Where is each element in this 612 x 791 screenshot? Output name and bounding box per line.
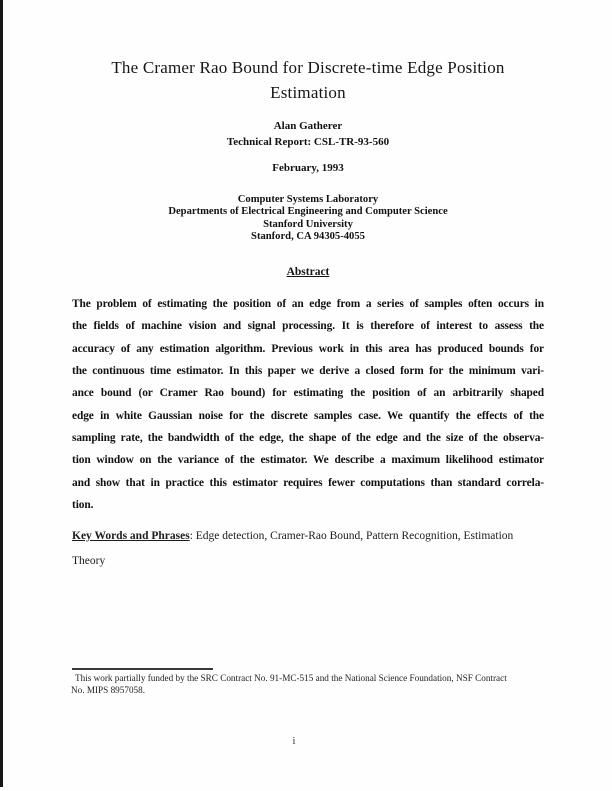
abstract-line: edge in white Gaussian noise for the discrete samples case. We quantify the effects of the	[72, 409, 544, 422]
keywords-value: : Edge detection, Cramer-Rao Bound, Pattern Recognition, Estimation	[189, 530, 514, 542]
abstract-line: the continuous time estimator. In this paper we derive a closed form for the minimum vari-	[72, 365, 544, 378]
footnote-separator-rule	[72, 668, 213, 670]
abstract-heading	[72, 266, 544, 278]
abstract-line: accuracy of any estimation algorithm. Previous work in this area has produced bounds for	[72, 342, 544, 355]
affiliation-block	[72, 194, 544, 244]
abstract-line: the fields of machine vision and signal processing. It is therefore of interest to assess the	[72, 320, 544, 333]
report-number: Technical Report: CSL-TR-93-560	[226, 136, 390, 148]
keywords-section	[72, 524, 544, 574]
paper-title-line-2: Estimation	[270, 83, 346, 102]
scan-artifact-left-bar	[0, 0, 3, 787]
abstract-line: tion window on the variance of the estimator. We describe a maximum likelihood estimator	[72, 454, 544, 467]
abstract-heading-text: Abstract	[286, 266, 330, 278]
funding-footnote	[71, 673, 557, 696]
keywords-label: Key Words and Phrases	[72, 530, 190, 542]
affiliation-line-departments: Departments of Electrical Engineering and Computer Science	[168, 206, 448, 218]
abstract-line-last: tion.	[72, 499, 94, 512]
abstract-line: The problem of estimating the position of an edge from a series of samples often occurs in	[72, 298, 544, 310]
affiliation-line-lab: Computer Systems Laboratory	[237, 194, 379, 205]
footnote-line-2: No. MIPS 8957058.	[71, 684, 146, 695]
page-number: i	[292, 736, 296, 747]
keywords-line-2: Theory	[72, 555, 106, 567]
keywords-line-1	[72, 524, 544, 549]
abstract-paragraph	[72, 293, 544, 516]
report-date: February, 1993	[272, 162, 344, 174]
affiliation-line-address: Stanford, CA 94305-4055	[251, 231, 365, 243]
paper-title-line-1: The Cramer Rao Bound for Discrete-time Edge Position	[111, 58, 505, 77]
author-block	[72, 118, 544, 150]
affiliation-line-university: Stanford University	[263, 218, 353, 230]
abstract-line: sampling rate, the bandwidth of the edge, the shape of the edge and the size of the observa-	[72, 432, 544, 445]
abstract-line: ance bound (or Cramer Rao bound) for estimating the position of an arbitrarily shaped	[72, 387, 544, 400]
paper-title	[72, 55, 544, 105]
abstract-line: and show that in practice this estimator requires fewer computations than standard correla-	[72, 476, 544, 489]
footnote-line-1: This work partially funded by the SRC Contract No. 91-MC-515 and the National Science Foundation, NSF Contract	[75, 673, 507, 683]
author-name: Alan Gatherer	[273, 120, 343, 132]
